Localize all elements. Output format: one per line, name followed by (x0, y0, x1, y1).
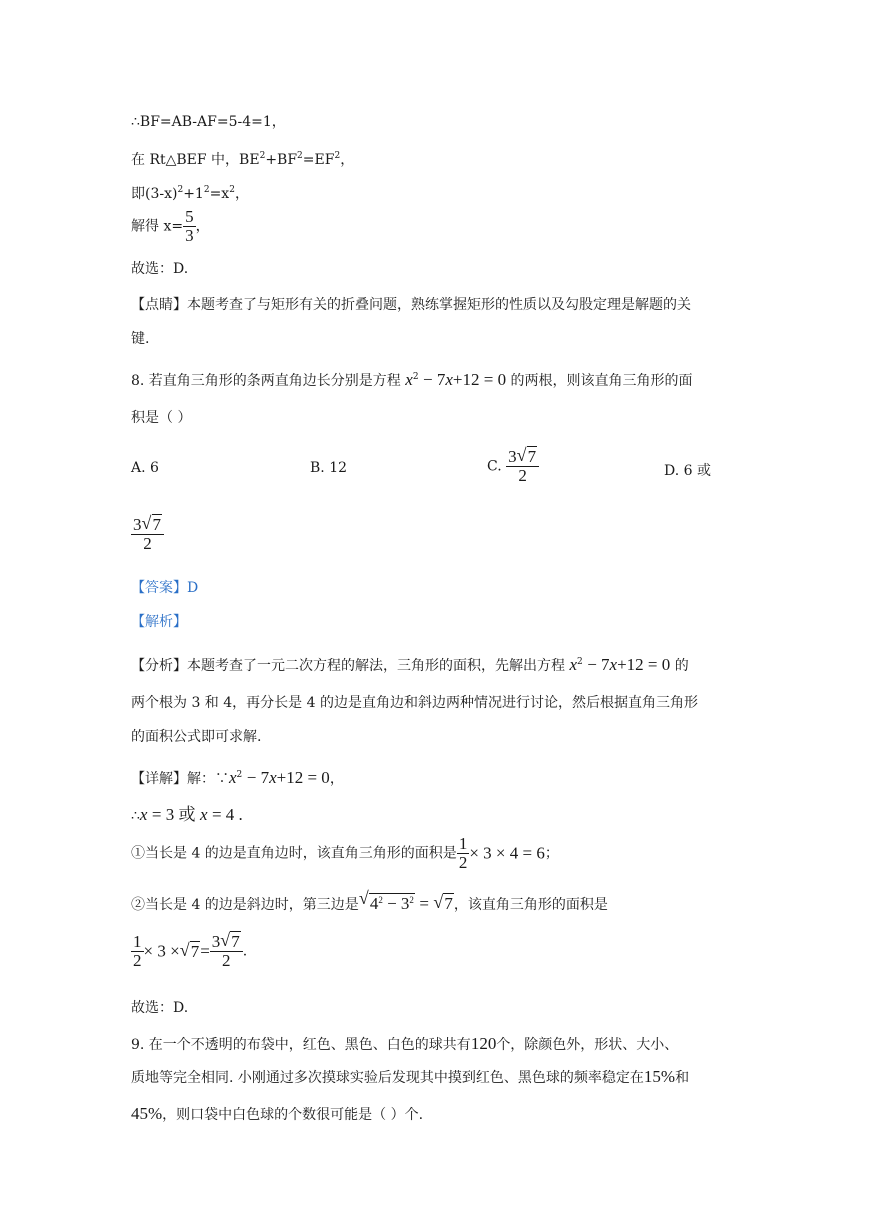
fraction-1-2: $\frac{1}{2}$ (458, 834, 468, 872)
fenxi-line-2: 两个根为 3 和 4，再分长是 4 的边是直角边和斜边两种情况进行讨论，然后根据直角三角形 (131, 695, 698, 711)
question-9-cont: 质地等完全相同. 小刚通过多次摸球实验后发现其中摸到红色、黑色球的频率稳定在15%和 (131, 1067, 690, 1086)
case-1: ①当长是 4 的边是直角边时，该直角三角形的面积是 $\frac{1}{2}$ × 3 × 4 = 6； (131, 834, 559, 872)
line-dianjing: 【点睛】本题考查了与矩形有关的折叠问题，熟练掌握矩形的性质以及勾股定理是解题的关 (131, 297, 691, 313)
question-8: 8. 若直角三角形的条两直角边长分别是方程 $x^2 - 7x+12 = 0$ 的两根，则该直角三角形的面 (131, 370, 693, 389)
option-b: B. 12 (310, 460, 348, 476)
answer-label: 【答案】D (131, 580, 199, 596)
line-rt-bef: 在 Rt△BEF 中，$BE^2+BF^2=EF^2$， (131, 151, 355, 168)
option-d: D. 6 或 (664, 463, 711, 479)
analysis-label: 【解析】 (131, 614, 187, 630)
option-d-value (131, 516, 164, 553)
option-c: C. $\frac{3√ 7}{2}$ (487, 448, 539, 485)
question-8-cont: 积是（ ） (131, 410, 192, 426)
fraction-5-3: $\frac{5}{3}$ (185, 207, 194, 245)
fenxi-line-1: 【分析】本题考查了一元二次方程的解法，三角形的面积，先解出方程 $x^2 - 7x+12 = 0$ 的 (131, 655, 689, 674)
xiangjie-line-1: 【详解】解：$\because x^2 - 7x+12 = 0$， (131, 768, 344, 787)
question-9-end: 45%，则口袋中白色球的个数很可能是（ ）个. (131, 1104, 424, 1123)
case-2: ②当长是 4 的边是斜边时，第三边是√ $4^2 - 3^2$ = √ 7，该直角三角形的面积是 (131, 890, 608, 915)
question-9: 9. 在一个不透明的布袋中，红色、黑色、白色的球共有120个，除颜色外，形状、大小、 (131, 1034, 679, 1053)
line-equation: 即$(3-x)^2+1^2=x^2$， (131, 185, 249, 202)
option-a: A. 6 (131, 460, 159, 476)
fraction-3root7-2: $\frac{3√ 7}{2}$ (131, 516, 164, 553)
line-dianjing-cont: 键. (131, 331, 150, 347)
line-answer-d: 故选：D. (131, 261, 189, 277)
fraction-3root7-2: $\frac{3√ 7}{2}$ (210, 933, 243, 970)
line-bf: ∴BF=AB-AF=5-4=1， (131, 114, 286, 130)
case-2-area: $\frac{1}{2}$ × 3 ×√ 7= $\frac{3√ 7}{2}$ . (131, 933, 247, 970)
line-solution: 解得 x= $\frac{5}{3}$ ， (131, 207, 210, 245)
xiangjie-roots: ∴x = 3 或 x = 4 . (131, 805, 243, 824)
fenxi-line-3: 的面积公式即可求解. (131, 729, 262, 745)
line-answer-d-2: 故选：D. (131, 1000, 189, 1016)
fraction-1-2: $\frac{1}{2}$ (133, 932, 142, 970)
fraction-3root7-2: $\frac{3√ 7}{2}$ (506, 448, 539, 485)
